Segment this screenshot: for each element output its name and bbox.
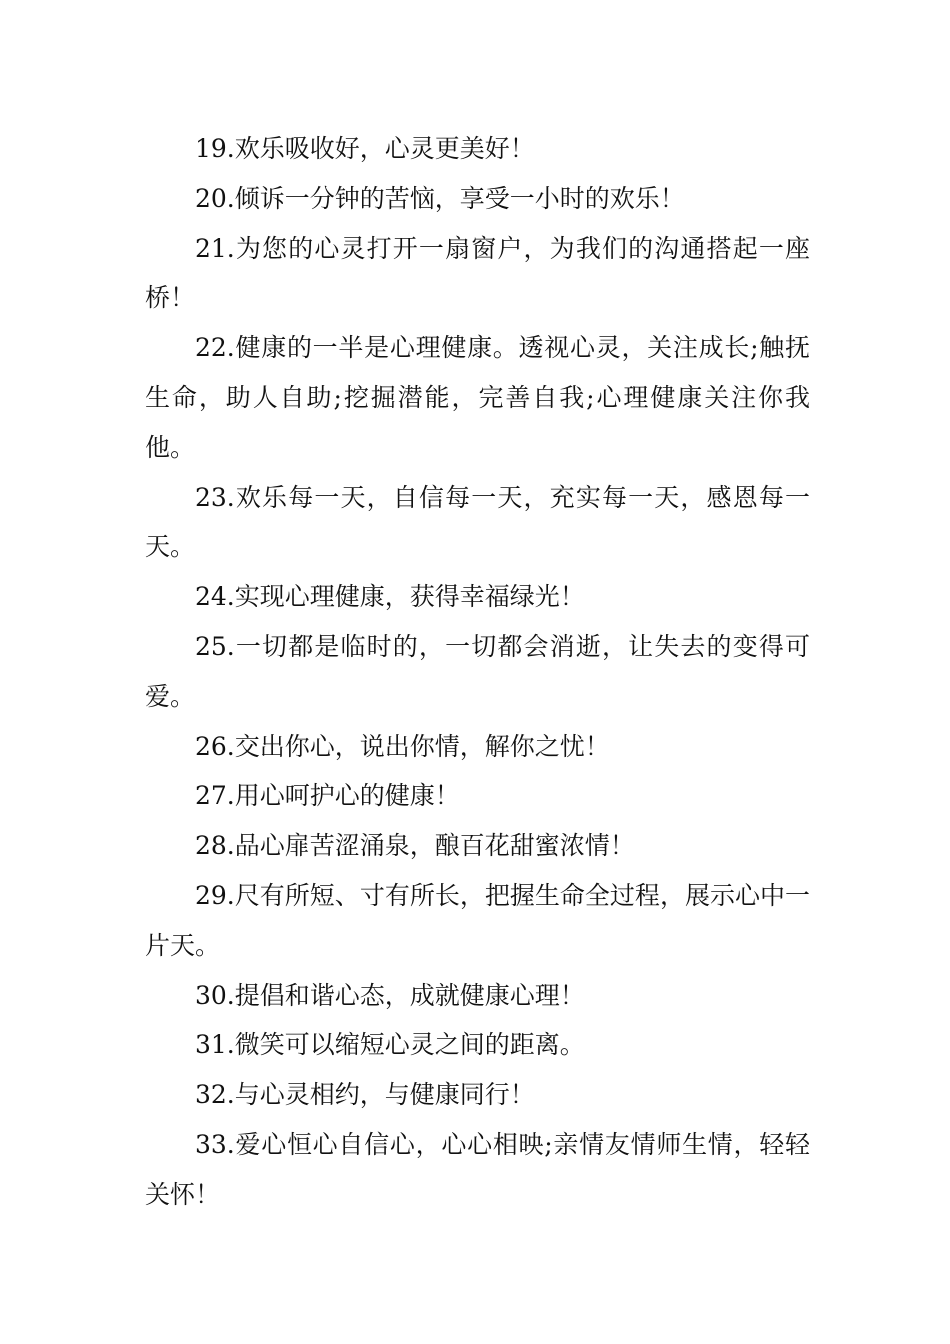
paragraph-30: 30.提倡和谐心态，成就健康心理！ (195, 980, 585, 1010)
paragraph-19: 19.欢乐吸收好，心灵更美好！ (195, 134, 535, 163)
paragraph-33: 33.爱心恒心自信心，心心相映;亲情友情师生情，轻轻关怀！ (145, 1129, 810, 1209)
paragraph-26: 26.交出你心，说出你情，解你之忧！ (195, 731, 610, 761)
paragraph-32: 32.与心灵相约，与健康同行！ (195, 1080, 535, 1110)
paragraph-20: 20.倾诉一分钟的苦恼，享受一小时的欢乐！ (195, 183, 685, 213)
paragraph-21: 21.为您的心灵打开一扇窗户，为我们的沟通搭起一座桥！ (145, 233, 810, 313)
paragraph-24: 24.实现心理健康，获得幸福绿光！ (195, 582, 585, 612)
paragraph-28: 28.品心扉苦涩涌泉，酿百花甜蜜浓情！ (195, 831, 635, 861)
paragraph-27: 27.用心呵护心的健康！ (195, 781, 460, 811)
paragraph-31: 31.微笑可以缩短心灵之间的距离。 (195, 1030, 585, 1060)
paragraph-29: 29.尺有所短、寸有所长，把握生命全过程，展示心中一片天。 (145, 880, 810, 960)
paragraph-25: 25.一切都是临时的，一切都会消逝，让失去的变得可爱。 (145, 631, 810, 711)
document-body (145, 124, 810, 1220)
paragraph-23: 23.欢乐每一天，自信每一天，充实每一天，感恩每一天。 (145, 482, 810, 562)
paragraph-22: 22.健康的一半是心理健康。透视心灵，关注成长;触抚生命，助人自助;挖掘潜能，完善自我;心理健康关注你我他。 (145, 333, 810, 462)
